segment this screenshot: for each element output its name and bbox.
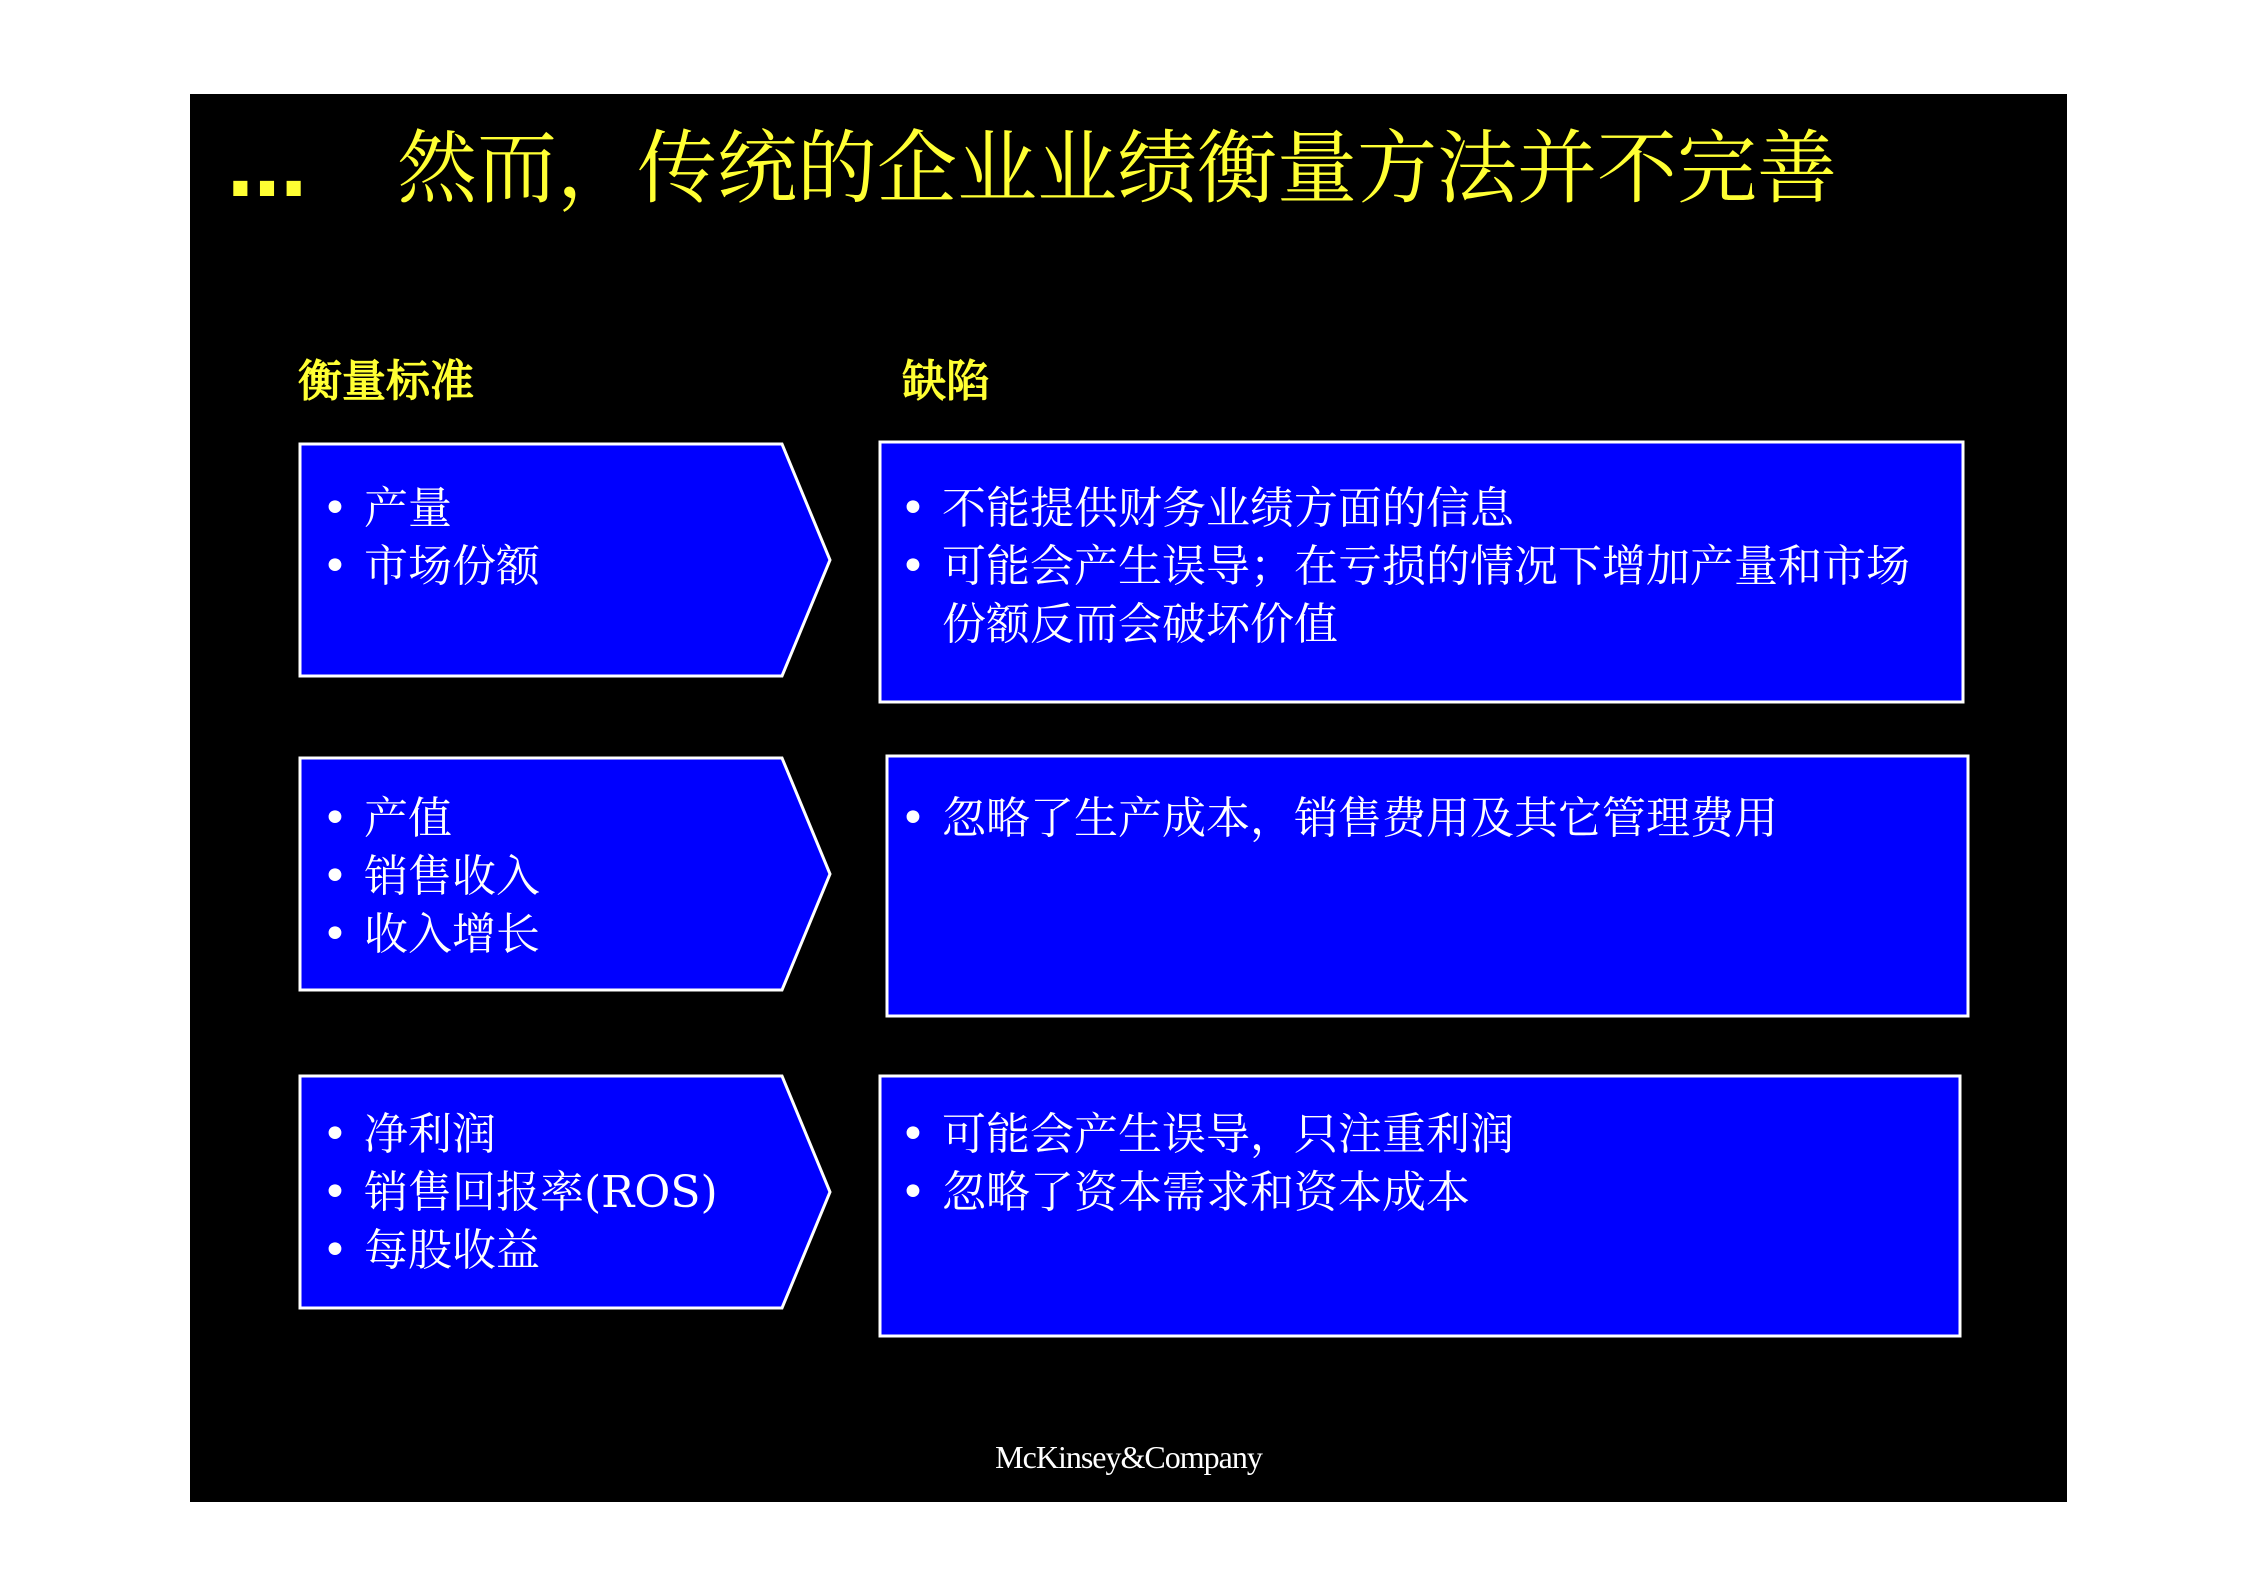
defect-item: • 可能会产生误导；在亏损的情况下增加产量和市场份额反而会破坏价值 — [900, 538, 1950, 654]
defect-item: • 可能会产生误导，只注重利润 — [900, 1106, 1950, 1164]
defect-item: • 不能提供财务业绩方面的信息 — [900, 480, 1950, 538]
defect-column-header: 缺陷 — [902, 356, 990, 407]
measure-list-3 — [322, 1106, 822, 1280]
defect-list-3 — [900, 1106, 1950, 1222]
measure-list-2 — [322, 790, 762, 964]
title-ellipsis: … — [227, 122, 307, 215]
measure-item: • 产值 — [322, 790, 762, 848]
measure-item: • 收入增长 — [322, 906, 762, 964]
measure-column-header: 衡量标准 — [298, 356, 474, 407]
measure-item: • 产量 — [322, 480, 762, 538]
measure-item: • 每股收益 — [322, 1222, 822, 1280]
measure-item: • 销售回报率(ROS) — [322, 1164, 822, 1222]
mckinsey-logo: McKinsey&Company — [995, 1439, 1262, 1475]
measure-item: • 净利润 — [322, 1106, 822, 1164]
measure-item: • 市场份额 — [322, 538, 762, 596]
measure-list-1 — [322, 480, 762, 596]
defect-list-1 — [900, 480, 1950, 654]
slide — [190, 94, 2067, 1502]
defect-item: • 忽略了生产成本，销售费用及其它管理费用 — [900, 790, 1950, 848]
defect-item: • 忽略了资本需求和资本成本 — [900, 1164, 1950, 1222]
defect-list-2 — [900, 790, 1950, 848]
title-text: 然而，传统的企业业绩衡量方法并不完善 — [397, 122, 1837, 215]
measure-item: • 销售收入 — [322, 848, 762, 906]
